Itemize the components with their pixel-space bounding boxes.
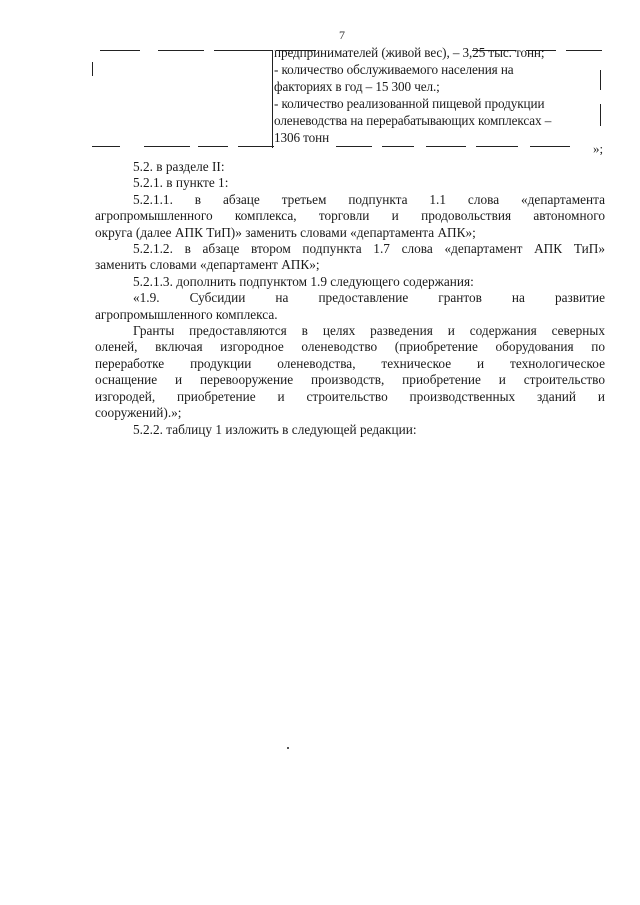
table-line: - количество реализованной пищевой продукции: [274, 96, 545, 111]
table-line: - количество обслуживаемого населения на: [274, 62, 514, 77]
paragraph-5-2-1-2-line: заменить словами «департамент АПК»;: [95, 257, 320, 273]
paragraph-5-2-1: 5.2.1. в пункте 1:: [133, 175, 229, 191]
table-top-border-segment: [158, 50, 204, 51]
table-bottom-border-segment: [476, 146, 518, 147]
table-bottom-border-segment: [382, 146, 414, 147]
table-bottom-border-segment: [92, 146, 120, 147]
table-left-border: [92, 62, 93, 76]
page-number: 7: [339, 28, 345, 42]
paragraph-5-2-1-1-line: округа (далее АПК ТиП)» заменить словами «департамента АПК»;: [95, 224, 476, 240]
table-cell-indicators: [274, 44, 606, 146]
table-bottom-border-segment: [426, 146, 466, 147]
table-top-border-segment: [100, 50, 140, 51]
grants-paragraph-line: оленей, включая изгородное оленеводство (приобретение оборудования по: [95, 339, 605, 355]
table-bottom-border-segment: [238, 146, 274, 147]
paragraph-1-9-line: агропромышленного комплекса.: [95, 306, 278, 322]
table-line: факториях в год – 15 300 чел.;: [274, 79, 440, 94]
paragraph-5-2-1-2-line: 5.2.1.2. в абзаце втором подпункта 1.7 слова «департамент АПК ТиП»: [133, 241, 605, 257]
table-bottom-border-segment: [144, 146, 190, 147]
table-bottom-border-segment: [530, 146, 570, 147]
paragraph-5-2-1-3: 5.2.1.3. дополнить подпунктом 1.9 следующего содержания:: [133, 273, 474, 289]
table-line: предпринимателей (живой вес), – 3,25 тыс. тонн;: [274, 45, 545, 60]
table-line: оленеводства на перерабатывающих комплексах –: [274, 113, 552, 128]
table-bottom-border-segment: [336, 146, 372, 147]
scan-speck: [287, 747, 289, 749]
grants-paragraph-line: переработке продукции оленеводства, техническое и технологическое: [95, 355, 605, 371]
paragraph-5-2-1-1-line: агропромышленного комплекса, торговли и продовольствия автономного: [95, 208, 605, 224]
grants-paragraph-line: изгородей, приобретение и строительство производственных зданий и: [95, 388, 605, 404]
table-top-border-segment: [214, 50, 272, 51]
table-fragment: [86, 40, 606, 152]
table-bottom-border-segment: [198, 146, 228, 147]
document-body: [95, 159, 605, 438]
table-closing-quote: »;: [593, 141, 604, 156]
paragraph-1-9-line: «1.9. Субсидии на предоставление грантов на развитие: [133, 290, 605, 306]
paragraph-5-2: 5.2. в разделе II:: [133, 159, 225, 174]
paragraph-5-2-1-1-line: 5.2.1.1. в абзаце третьем подпункта 1.1 слова «департамента: [133, 191, 605, 207]
table-line: 1306 тонн: [274, 130, 330, 145]
grants-paragraph-line: сооружений).»;: [95, 405, 182, 421]
grants-paragraph-line: Гранты предоставляются в целях разведения и содержания северных: [133, 323, 605, 339]
table-divider: [272, 50, 273, 148]
grants-paragraph-line: оснащение и перевооружение производств, приобретение и строительство: [95, 372, 605, 388]
paragraph-5-2-2: 5.2.2. таблицу 1 изложить в следующей редакции:: [133, 421, 417, 437]
